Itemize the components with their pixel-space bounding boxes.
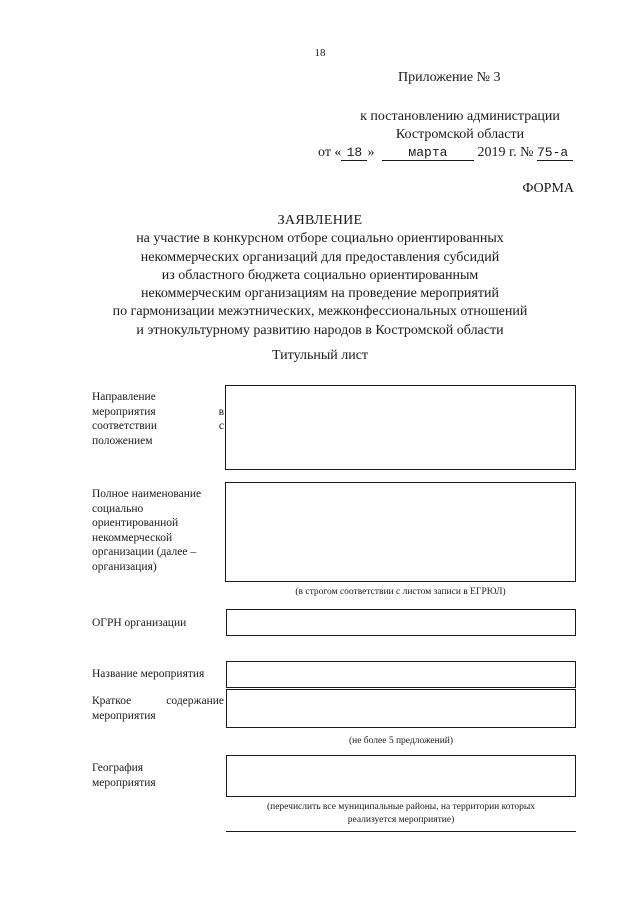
decree-line-1: к постановлению администрации [360,109,560,124]
geography-input-box[interactable] [226,755,576,797]
org-name-label-line: организация) [92,560,157,573]
summary-label [92,694,224,723]
geography-note-line: реализуется мероприятие) [347,814,455,825]
decree-month: марта [382,146,474,161]
summary-input-box[interactable] [226,689,576,728]
title-line: некоммерческим организациям на проведение мероприятий [141,286,499,302]
direction-input-box[interactable] [225,385,576,470]
summary-label-line: мероприятия [92,709,156,722]
org-name-label-line: организации (далее – [92,546,197,559]
summary-label-line: содержание [166,695,224,707]
direction-label-line: с [218,420,224,433]
appendix-label: Приложение № 3 [398,70,501,85]
title-line: некоммерческих организаций для предоставления субсидий [140,249,500,265]
geography-label-line: мероприятия [92,776,156,789]
decree-line-2: Костромской области [395,127,525,142]
title-line: по гармонизации межэтнических, межконфессиональных отношений [112,304,528,320]
page-number: 18 [314,47,326,59]
direction-label-line: в [218,405,224,418]
decree-prefix: от « [318,145,342,160]
direction-label-line: соответствии [92,420,157,433]
document-title [0,212,640,340]
org-name-input-box[interactable] [225,482,576,582]
direction-label-line: мероприятия [92,405,156,418]
decree-number: 75-а [537,146,573,161]
geography-note-line: (перечислить все муниципальные районы, на территории которых [266,802,536,812]
title-line: из областного бюджета социально ориентированным [161,267,479,283]
org-name-label-line: ориентированной [92,517,179,530]
direction-label [92,390,224,448]
org-name-note: (в строгом соответствии с листом записи в ЕГРЮЛ) [295,587,506,597]
sheet-title: Титульный лист [271,348,369,363]
org-name-label [92,487,224,575]
ogrn-label: ОГРН организации [92,617,187,629]
direction-label-line: положением [92,434,153,447]
form-label: ФОРМА [522,181,574,196]
org-name-label-line: Полное наименование [92,488,202,500]
decree-date-line [318,145,618,161]
event-name-input-box[interactable] [226,661,576,688]
ogrn-input-box[interactable] [226,609,576,636]
direction-label-line: Направление [92,391,156,403]
decree-day-close: » [367,145,375,160]
geography-label [92,761,224,790]
title-line: на участие в конкурсном отборе социально ориентированных [136,231,504,247]
bottom-rule [226,831,576,832]
org-name-label-line: некоммерческой [92,531,173,544]
summary-note: (не более 5 предложений) [348,736,454,746]
event-name-label: Название мероприятия [92,668,205,680]
summary-label-line: Краткое [92,695,132,707]
geography-label-line: География [92,762,144,774]
geography-note [226,801,576,826]
title-main: ЗАЯВЛЕНИЕ [277,213,363,228]
org-name-label-line: социально [92,502,144,515]
decree-day: 18 [341,146,367,161]
title-line: и этнокультурному развитию народов в Костромской области [136,322,504,338]
decree-year: 2019 г. № [477,145,534,160]
